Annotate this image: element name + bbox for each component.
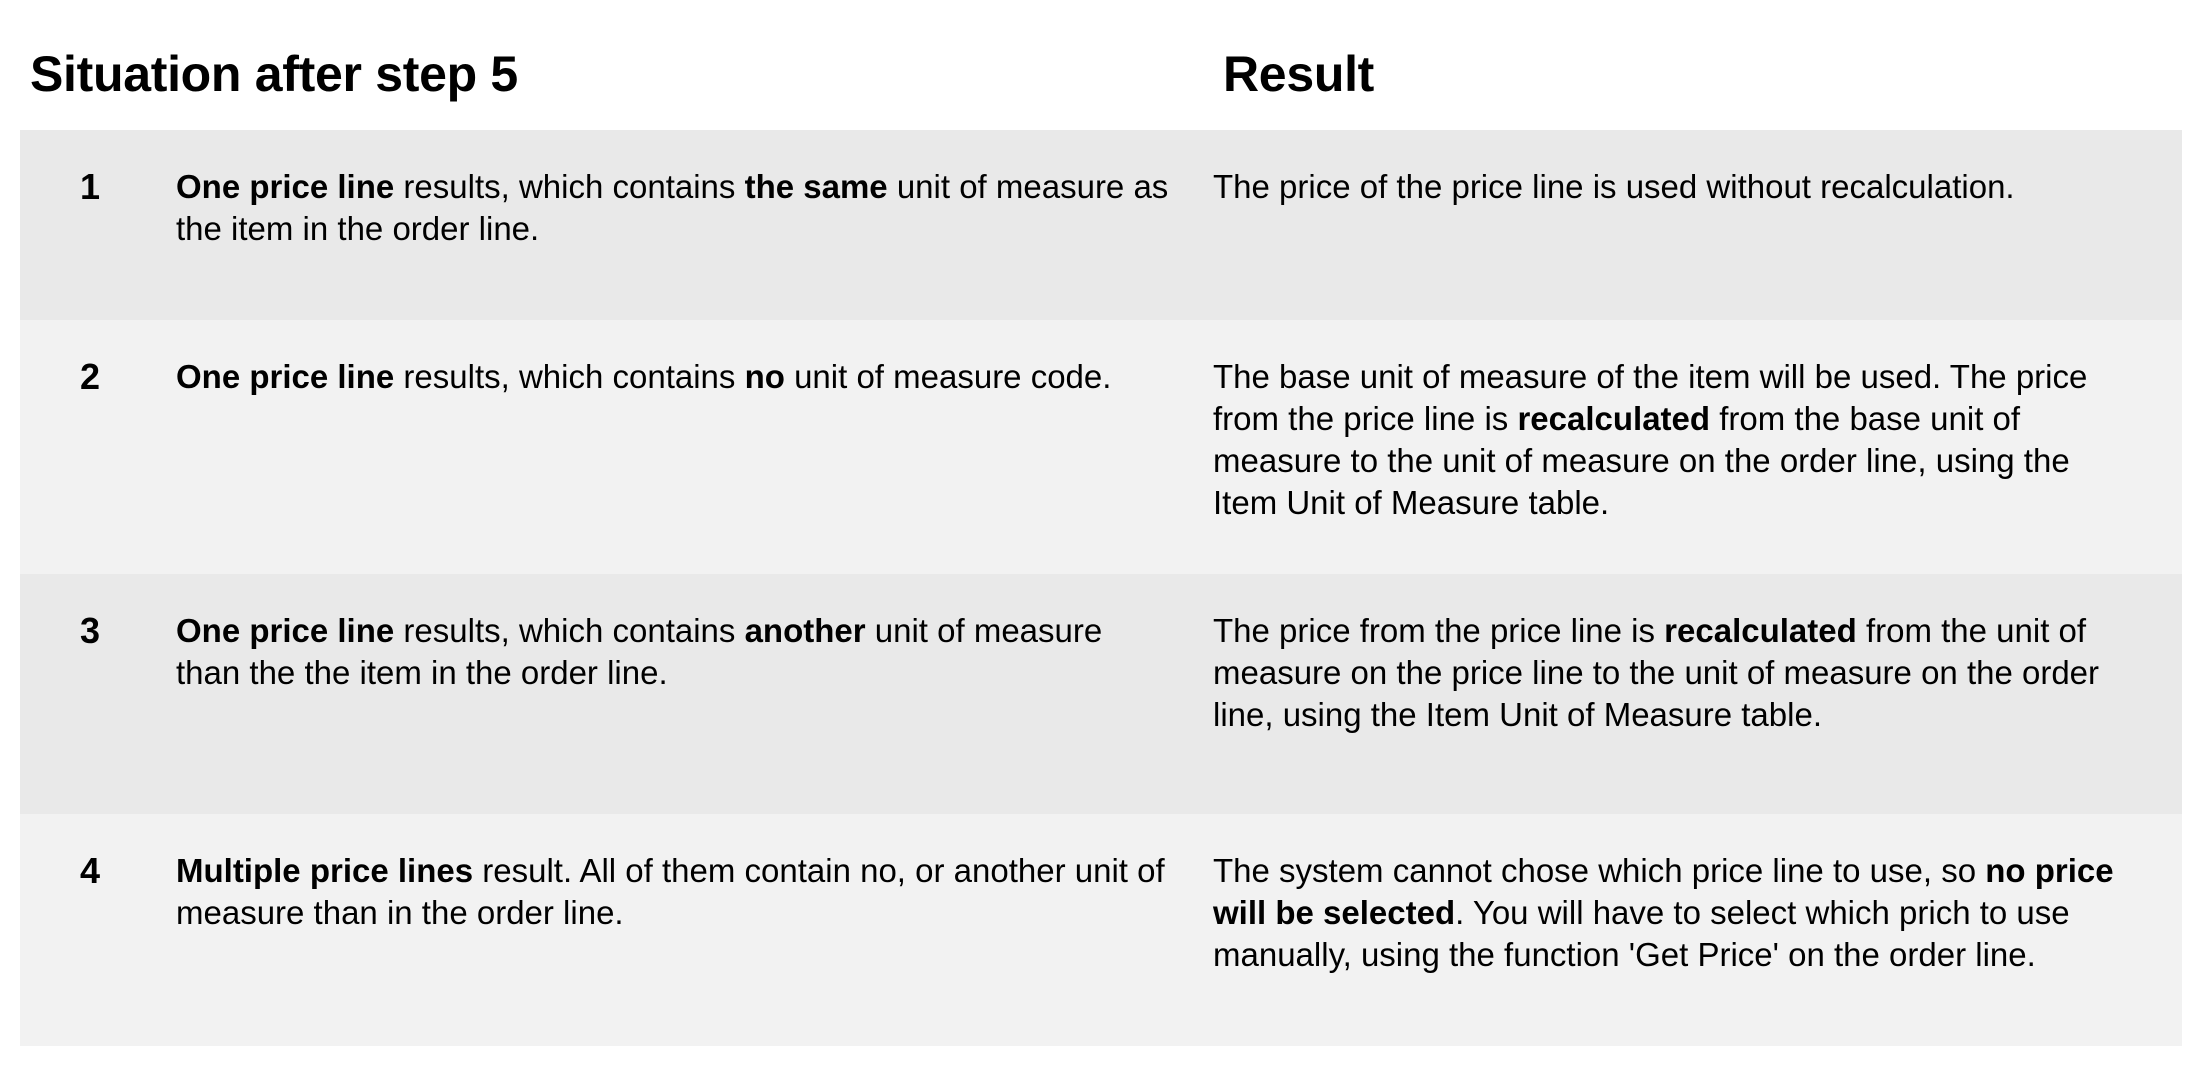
bold-text-segment: recalculated: [1664, 612, 1857, 649]
table-row: [20, 130, 2182, 320]
result-cell: [1213, 166, 2182, 320]
bold-text-segment: no: [744, 358, 785, 395]
text-segment: from the unit of measure on the price line to the unit of measure on the order line, using the Item Unit of Measure table.: [1213, 612, 2100, 733]
header-situation: Situation after step 5: [30, 46, 518, 102]
situation-cell: [176, 850, 1213, 1046]
row-number: 2: [80, 356, 101, 397]
situation-cell: [176, 610, 1213, 814]
text-segment: results, which contains: [394, 612, 745, 649]
text-segment: The price from the price line is: [1213, 612, 1665, 649]
row-number: 3: [80, 610, 101, 651]
bold-text-segment: another: [744, 612, 866, 649]
text-segment: result. All of them contain no, or another unit of measure than in the order line.: [176, 852, 1165, 931]
text-segment: from the base unit of measure to the unit of measure on the order line, using the Item Unit of Measure table.: [1213, 400, 2070, 521]
row-number: 1: [80, 166, 101, 207]
bold-text-segment: One price line: [176, 612, 395, 649]
result-cell: [1213, 850, 2182, 1046]
header-result: Result: [1223, 46, 1375, 102]
text-segment: unit of measure code.: [784, 358, 1112, 395]
situation-cell: [176, 356, 1213, 574]
text-segment: results, which contains: [394, 168, 745, 205]
text-segment: . You will have to select which prich to use manually, using the function 'Get Price' on the order line.: [1213, 894, 2070, 973]
text-segment: The base unit of measure of the item will be used. The price from the price line is: [1213, 358, 2088, 437]
row-number: 4: [80, 850, 101, 891]
bold-text-segment: One price line: [176, 168, 395, 205]
text-segment: The price of the price line is used without recalculation.: [1213, 168, 2015, 205]
text-segment: The system cannot chose which price line to use, so: [1213, 852, 1986, 889]
table-row: [20, 574, 2182, 814]
bold-text-segment: the same: [744, 168, 888, 205]
situation-result-table: [20, 44, 2182, 1046]
text-segment: unit of measure than the the item in the order line.: [176, 612, 1103, 691]
bold-text-segment: no price will be selected: [1213, 852, 2114, 931]
bold-text-segment: One price line: [176, 358, 395, 395]
table-row: [20, 814, 2182, 1046]
result-cell: [1213, 610, 2182, 814]
bold-text-segment: Multiple price lines: [176, 852, 474, 889]
text-segment: results, which contains: [394, 358, 745, 395]
table-header: [20, 44, 2182, 130]
situation-cell: [176, 166, 1213, 320]
text-segment: unit of measure as the item in the order line.: [176, 168, 1169, 247]
result-cell: [1213, 356, 2182, 574]
bold-text-segment: recalculated: [1517, 400, 1711, 437]
table-row: [20, 320, 2182, 574]
